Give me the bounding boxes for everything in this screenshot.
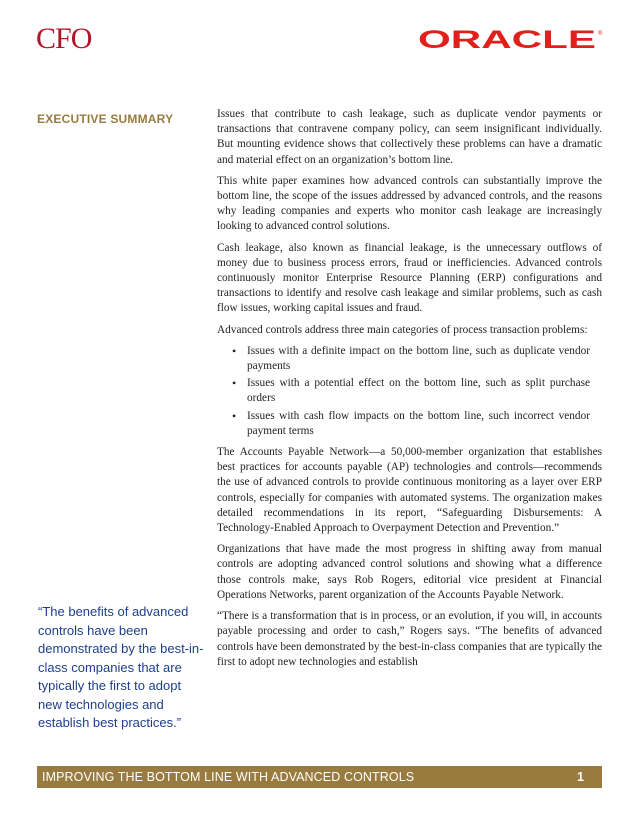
paragraph: “There is a transformation that is in process, or an evolution, if you will, in accounts payable processing and order to cash,” Rogers says. “The benefits of advanced controls have been demonstrated by the best-in-class companies that are typically the first to adopt new technologies and establish: [217, 610, 602, 668]
paragraph: Issues that contribute to cash leakage, such as duplicate vendor payments or transactions that contravene company policy, can seem insignificant individually. But mounting evidence shows that collectively these problems can have a dramatic and material effect on an organization’s bottom line.: [217, 108, 602, 166]
bullet-list: [217, 344, 602, 439]
paragraph: Cash leakage, also known as financial leakage, is the unnecessary outflows of money due to business process errors, fraud or inefficiencies. Advanced controls continuously monitor Enterprise Resource Planning (ERP) configurations and transactions to identify and resolve cash leakage and similar problems, such as cash flow issues, working capital issues and fraud.: [217, 241, 602, 315]
paragraph: This white paper examines how advanced controls can substantially improve the bottom line, the scope of the issues addressed by advanced controls, and the reasons why leading companies and experts who monitor cash leakage are increasingly looking to advanced control solutions.: [217, 174, 602, 233]
section-label: EXECUTIVE SUMMARY: [37, 112, 174, 126]
oracle-logo: [418, 27, 604, 51]
registered-mark-icon: ®: [598, 31, 603, 37]
paragraph: Organizations that have made the most progress in shifting away from manual controls are adopting advanced control solutions and showing what a difference those controls make, says Rob Rogers, editorial vice president at Financial Operations Networks, parent organization of the Accounts Payable Network.: [217, 543, 602, 601]
article-body: [217, 107, 602, 676]
pull-quote: “The benefits of advanced controls have been demonstrated by the best-in-class companies that are typically the first to adopt new technologies and establish best practices.”: [38, 604, 204, 730]
cfo-logo: CFO: [36, 22, 92, 55]
oracle-logo-text: ORACLE: [418, 27, 596, 51]
footer-title: IMPROVING THE BOTTOM LINE WITH ADVANCED CONTROLS: [42, 770, 415, 784]
paragraph: The Accounts Payable Network—a 50,000-member organization that establishes best practices for accounts payable (AP) technologies and controls—recommends the use of advanced controls to provide continuous monitoring as a layer over ERP controls, especially for companies with automated systems. The organization makes detailed recommendations in its report, “Safeguarding Disbursements: A Technology-Enabled Approach to Overpayment Detection and Prevention.”: [217, 446, 602, 535]
footer-bar: [37, 766, 602, 788]
page-number: 1: [577, 770, 584, 784]
bullet-item: • Issues with a definite impact on the bottom line, such as duplicate vendor payments: [247, 344, 602, 374]
bullet-item: • Issues with cash flow impacts on the bottom line, such incorrect vendor payment terms: [247, 409, 602, 439]
paragraph: Advanced controls address three main categories of process transaction problems:: [217, 323, 588, 336]
bullet-item: • Issues with a potential effect on the bottom line, such as split purchase orders: [247, 376, 602, 406]
